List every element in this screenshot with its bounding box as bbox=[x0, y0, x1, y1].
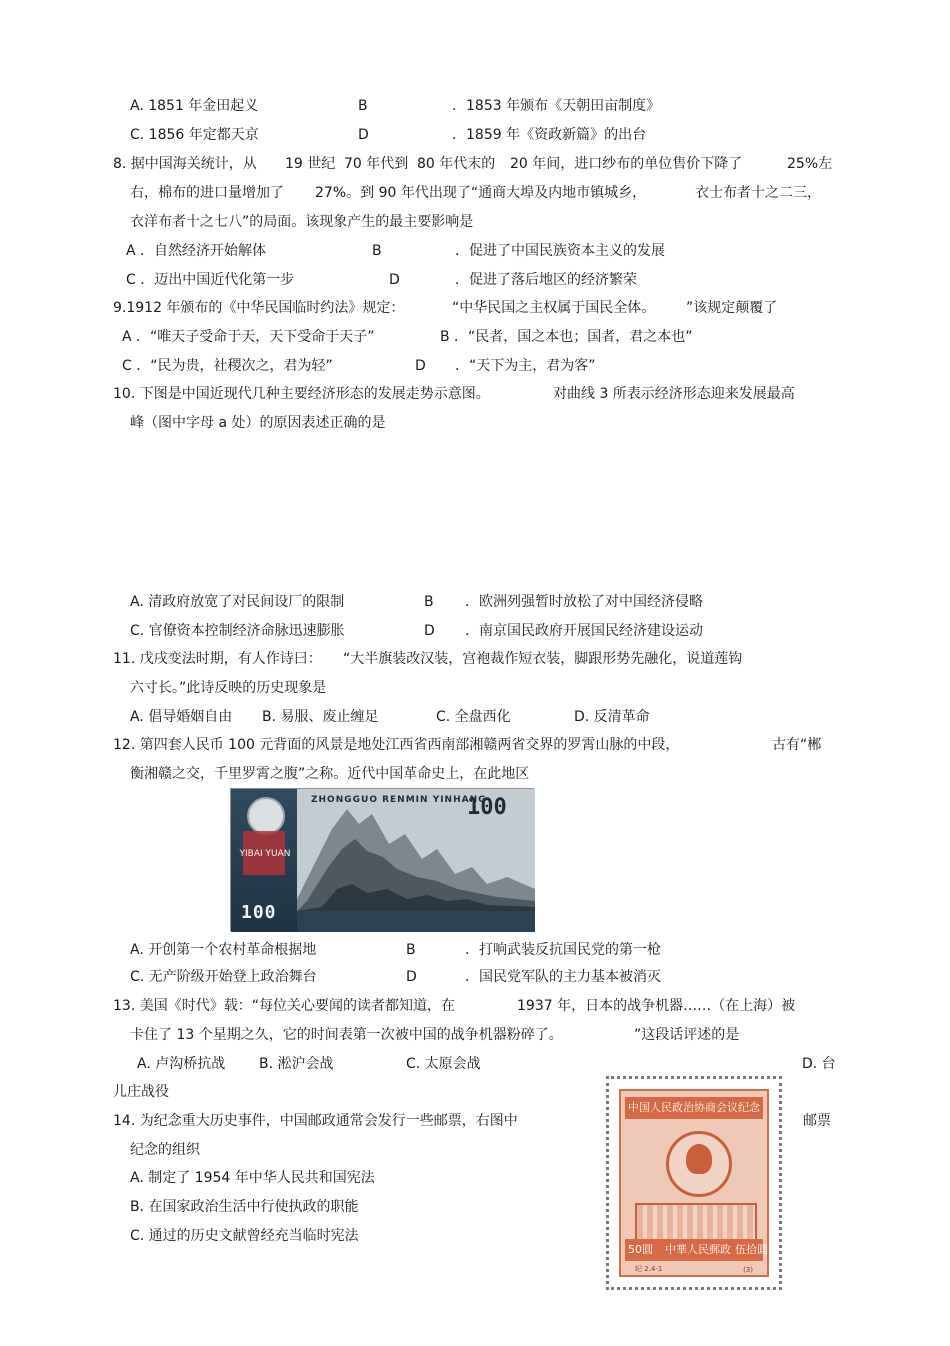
q8-option-d-letter: D bbox=[389, 272, 400, 288]
banknote-value-right: 100 bbox=[467, 795, 507, 820]
q7-option-d-text: ．1859 年《资政新篇》的出台 bbox=[452, 127, 647, 143]
q8-line2-a: 右，棉布的进口量增加了 bbox=[130, 185, 284, 201]
national-emblem-icon bbox=[247, 797, 285, 835]
cppcc-emblem-icon bbox=[666, 1131, 732, 1197]
q13-option-b: B. 淞沪会战 bbox=[259, 1056, 334, 1072]
banknote-value-left: 100 bbox=[241, 902, 277, 923]
q13-option-d: D. 台 bbox=[802, 1056, 836, 1072]
q8-option-a: A ．自然经济开始解体 bbox=[126, 243, 267, 259]
q12-option-a: A. 开创第一个农村革命根据地 bbox=[130, 942, 317, 958]
q9-line1-a: 9.1912 年颁布的《中华民国临时约法》规定： bbox=[113, 300, 405, 316]
stamp-code: 纪 2.4-1 bbox=[635, 1265, 663, 1273]
stamp-title: 中国人民政治协商会议纪念 bbox=[625, 1097, 763, 1119]
q9-line1-b: “中华民国之主权属于国民全体。 bbox=[452, 300, 656, 316]
stamp-value-cn: 伍拾圓 bbox=[735, 1243, 768, 1256]
stamp-country: 中華人民郵政 bbox=[665, 1243, 731, 1256]
q10-line1-a: 10. 下图是中国近现代几种主要经济形态的发展走势示意图。 bbox=[113, 386, 490, 402]
q13-option-a: A. 卢沟桥抗战 bbox=[137, 1056, 226, 1072]
q12-option-d-text: ．国民党军队的主力基本被消灭 bbox=[465, 969, 661, 985]
q10-option-a: A. 清政府放宽了对民间设厂的限制 bbox=[130, 594, 345, 610]
q8-line2-c: 衣士布者十之二三， bbox=[695, 185, 821, 201]
q10-option-c: C. 官僚资本控制经济命脉迅速膨胀 bbox=[130, 623, 345, 639]
q7-option-b-letter: B bbox=[358, 98, 368, 114]
q9-option-d-text: ．“天下为主，君为客” bbox=[455, 358, 596, 374]
q8-option-b-text: ．促进了中国民族资本主义的发展 bbox=[455, 243, 665, 259]
q11-line2: 六寸长。”此诗反映的历史现象是 bbox=[130, 680, 327, 696]
q10-line2: 峰（图中字母 a 处）的原因表述正确的是 bbox=[130, 415, 386, 431]
q14-option-c: C. 通过的历史文献曾经充当临时宪法 bbox=[130, 1228, 359, 1244]
q12-option-d-letter: D bbox=[406, 969, 417, 985]
banknote-image bbox=[230, 788, 534, 931]
q12-option-c: C. 无产阶级开始登上政治舞台 bbox=[130, 969, 317, 985]
q12-option-b-letter: B bbox=[406, 942, 416, 958]
q8-line1-b: 19 世纪 bbox=[285, 156, 336, 172]
q13-line2-b: ”这段话评述的是 bbox=[634, 1027, 740, 1043]
q8-line1-d: 80 年代末的 bbox=[417, 156, 496, 172]
q9-option-d-letter: D bbox=[415, 358, 426, 374]
q14-line1-b: 邮票 bbox=[803, 1113, 831, 1129]
q13-line1-a: 13. 美国《时代》载：“每位关心要闻的读者都知道，在 bbox=[113, 998, 455, 1014]
q8-line1-f: 25%左 bbox=[787, 156, 833, 172]
q10-option-b-letter: B bbox=[424, 594, 434, 610]
banknote-header: ZHONGGUO RENMIN YINHANG bbox=[311, 795, 487, 805]
q8-option-b-letter: B bbox=[372, 243, 382, 259]
q11-line1-a: 11. 戊戌变法时期，有人作诗曰： bbox=[113, 651, 322, 667]
q11-option-b: B. 易服、废止缠足 bbox=[262, 709, 379, 725]
q11-line1-b: “大半旗装改汉装，宫袍裁作短衣装，脚跟形势先融化，说道莲钩 bbox=[343, 651, 743, 667]
q8-line3: 衣洋布者十之七八”的局面。该现象产生的最主要影响是 bbox=[130, 214, 474, 230]
q12-option-b-text: ．打响武装反抗国民党的第一枪 bbox=[465, 942, 661, 958]
q12-line1-a: 12. 第四套人民币 100 元背面的风景是地处江西省西南部湘赣两省交界的罗霄山脉的中段， bbox=[113, 737, 680, 753]
q11-option-c: C. 全盘西化 bbox=[436, 709, 511, 725]
q9-option-b: B ．“民者，国之本也；国者，君之本也” bbox=[440, 329, 693, 345]
q7-option-b-text: ．1853 年颁布《天朝田亩制度》 bbox=[452, 98, 661, 114]
banknote-yibai-text: YIBAI YUAN bbox=[239, 849, 291, 859]
q12-line2: 衡湘赣之交，千里罗霄之腹”之称。近代中国革命史上，在此地区 bbox=[130, 766, 530, 782]
q9-line1-c: ”该规定颠覆了 bbox=[686, 300, 778, 316]
q8-line1-e: 20 年间，进口纱布的单位售价下降了 bbox=[510, 156, 743, 172]
q9-option-c: C ．“民为贵，社稷次之，君为轻” bbox=[122, 358, 333, 374]
stamp-image bbox=[606, 1076, 782, 1290]
q7-option-a: A. 1851 年金田起义 bbox=[130, 98, 259, 114]
q13-option-d-continued: 儿庄战役 bbox=[113, 1084, 169, 1100]
q14-option-a: A. 制定了 1954 年中华人民共和国宪法 bbox=[130, 1170, 375, 1186]
q7-option-c: C. 1856 年定都天京 bbox=[130, 127, 259, 143]
stamp-inner bbox=[619, 1089, 769, 1277]
q10-option-d-text: ．南京国民政府开展国民经济建设运动 bbox=[465, 623, 703, 639]
q12-line1-b: 古有“郴 bbox=[772, 737, 822, 753]
q13-line1-b: 1937 年，日本的战争机器……（在上海）被 bbox=[517, 998, 796, 1014]
q14-line2: 纪念的组织 bbox=[130, 1142, 200, 1158]
banknote-bottom-band bbox=[297, 911, 535, 932]
q8-line1-c: 70 年代到 bbox=[344, 156, 409, 172]
q11-option-a: A. 倡导婚姻自由 bbox=[130, 709, 233, 725]
stamp-serial: (3) bbox=[743, 1266, 753, 1274]
q8-option-c: C ．迈出中国近代化第一步 bbox=[126, 272, 295, 288]
stamp-value: 50圓 bbox=[628, 1243, 653, 1256]
q11-option-d: D. 反清革命 bbox=[574, 709, 650, 725]
q10-option-b-text: ．欧洲列强暂时放松了对中国经济侵略 bbox=[465, 594, 703, 610]
q8-line1-a: 8. 据中国海关统计，从 bbox=[113, 156, 257, 172]
q10-line1-b: 对曲线 3 所表示经济形态迎来发展最高 bbox=[553, 386, 795, 402]
q14-line1-a: 14. 为纪念重大历史事件，中国邮政通常会发行一些邮票，右图中 bbox=[113, 1113, 518, 1129]
q9-option-a: A ．“唯天子受命于天，天下受命于天子” bbox=[122, 329, 375, 345]
q14-option-b: B. 在国家政治生活中行使执政的职能 bbox=[130, 1199, 359, 1215]
q13-option-c: C. 太原会战 bbox=[406, 1056, 481, 1072]
q8-option-d-text: ．促进了落后地区的经济繁荣 bbox=[455, 272, 637, 288]
stamp-bottom-band bbox=[625, 1239, 768, 1261]
q7-option-d-letter: D bbox=[358, 127, 369, 143]
q13-line2-a: 卡住了 13 个星期之久，它的时间表第一次被中国的战争机器粉碎了。 bbox=[130, 1027, 563, 1043]
q8-line2-b: 27%。到 90 年代出现了“通商大埠及内地市镇城乡， bbox=[315, 185, 647, 201]
q10-option-d-letter: D bbox=[424, 623, 435, 639]
